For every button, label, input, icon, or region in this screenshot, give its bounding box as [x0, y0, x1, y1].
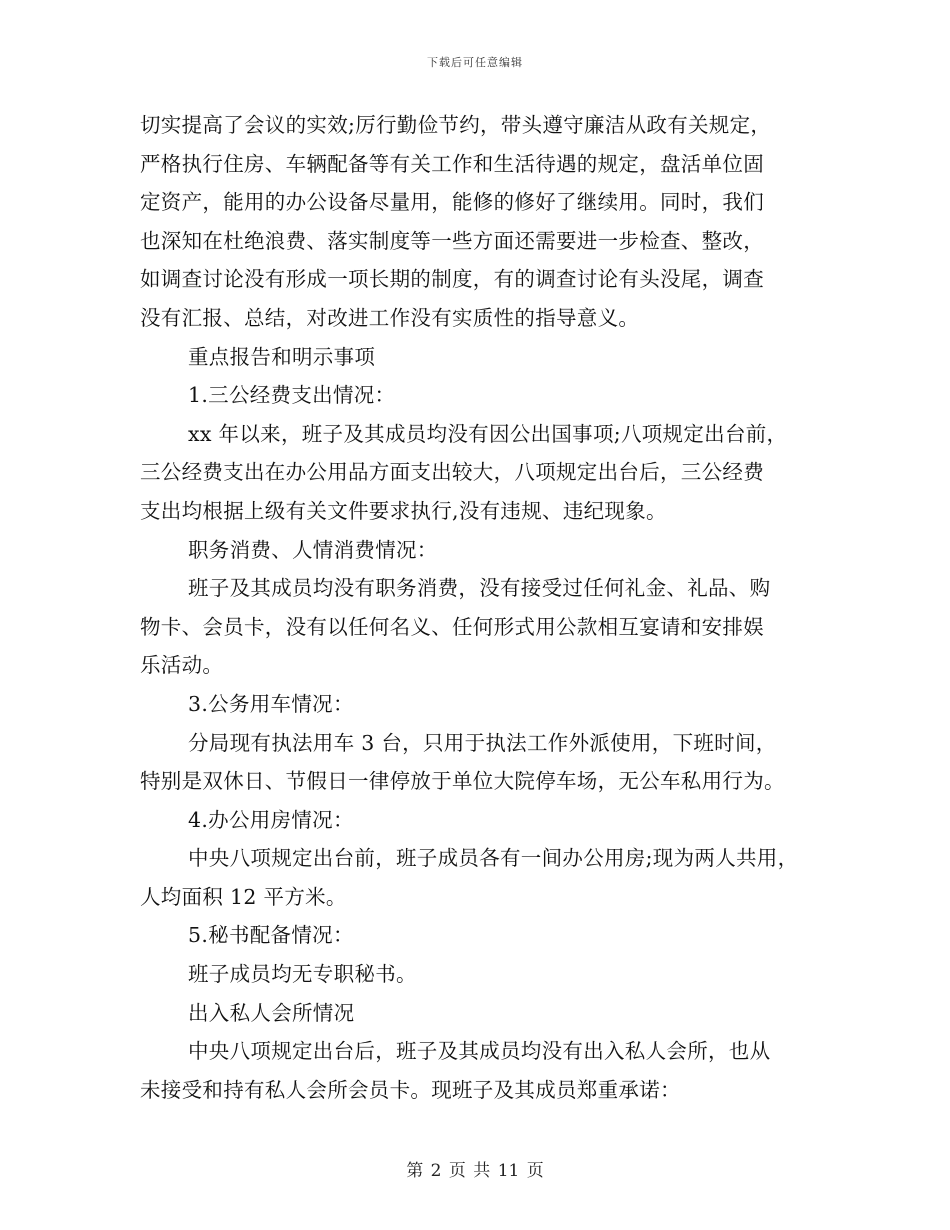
text-line: 3.公务用车情况：	[188, 691, 354, 716]
text-line: 中央八项规定出台后，班子及其成员均没有出入私人会所，也从	[188, 1039, 771, 1064]
page-footer: 第 2 页 共 11 页	[406, 1161, 544, 1181]
text-line: 支出均根据上级有关文件要求执行,没有违规、违纪现象。	[140, 498, 667, 523]
text-line: 出入私人会所情况	[188, 1000, 355, 1025]
text-line: 重点报告和明示事项	[188, 344, 376, 369]
text-line: 1.三公经费支出情况：	[188, 383, 396, 408]
text-line: 切实提高了会议的实效;厉行勤俭节约，带头遵守廉洁从政有关规定，	[140, 113, 772, 137]
text-line: xx 年以来，班子及其成员均没有因公出国事项;八项规定出台前，	[188, 421, 788, 446]
text-line: 严格执行住房、车辆配备等有关工作和生活待遇的规定，盘活单位固	[140, 151, 764, 176]
page-header: 下载后可任意编辑	[427, 56, 523, 69]
text-line: 班子成员均无专职秘书。	[188, 962, 417, 987]
text-line: 没有汇报、总结，对改进工作没有实质性的指导意义。	[140, 305, 640, 330]
text-line: 未接受和持有私人会所会员卡。现班子及其成员郑重承诺：	[140, 1077, 681, 1102]
text-line: 5.秘书配备情况：	[188, 923, 354, 948]
text-line: 人均面积 12 平方米。	[140, 884, 347, 909]
text-line: 4.办公用房情况：	[188, 807, 354, 832]
text-line: 班子及其成员均没有职务消费，没有接受过任何礼金、礼品、购	[188, 576, 771, 601]
text-line: 如调查讨论没有形成一项长期的制度，有的调查讨论有头没尾，调查	[140, 267, 764, 292]
text-line: 分局现有执法用车 3 台，只用于执法工作外派使用，下班时间，	[188, 730, 777, 755]
text-line: 职务消费、人情消费情况：	[188, 537, 438, 562]
text-line: 乐活动。	[140, 653, 224, 678]
text-line: 中央八项规定出台前，班子成员各有一间办公用房;现为两人共用，	[188, 846, 799, 871]
document-body	[140, 106, 820, 1109]
text-line: 物卡、会员卡，没有以任何名义、任何形式用公款相互宴请和安排娱	[140, 614, 764, 639]
text-line: 特别是双休日、节假日一律停放于单位大院停车场，无公车私用行为。	[140, 769, 785, 794]
text-line: 定资产，能用的办公设备尽量用，能修的修好了继续用。同时，我们	[140, 190, 764, 215]
text-line: 三公经费支出在办公用品方面支出较大，八项规定出台后，三公经费	[140, 460, 764, 485]
text-line: 也深知在杜绝浪费、落实制度等一些方面还需要进一步检查、整改，	[140, 228, 764, 253]
